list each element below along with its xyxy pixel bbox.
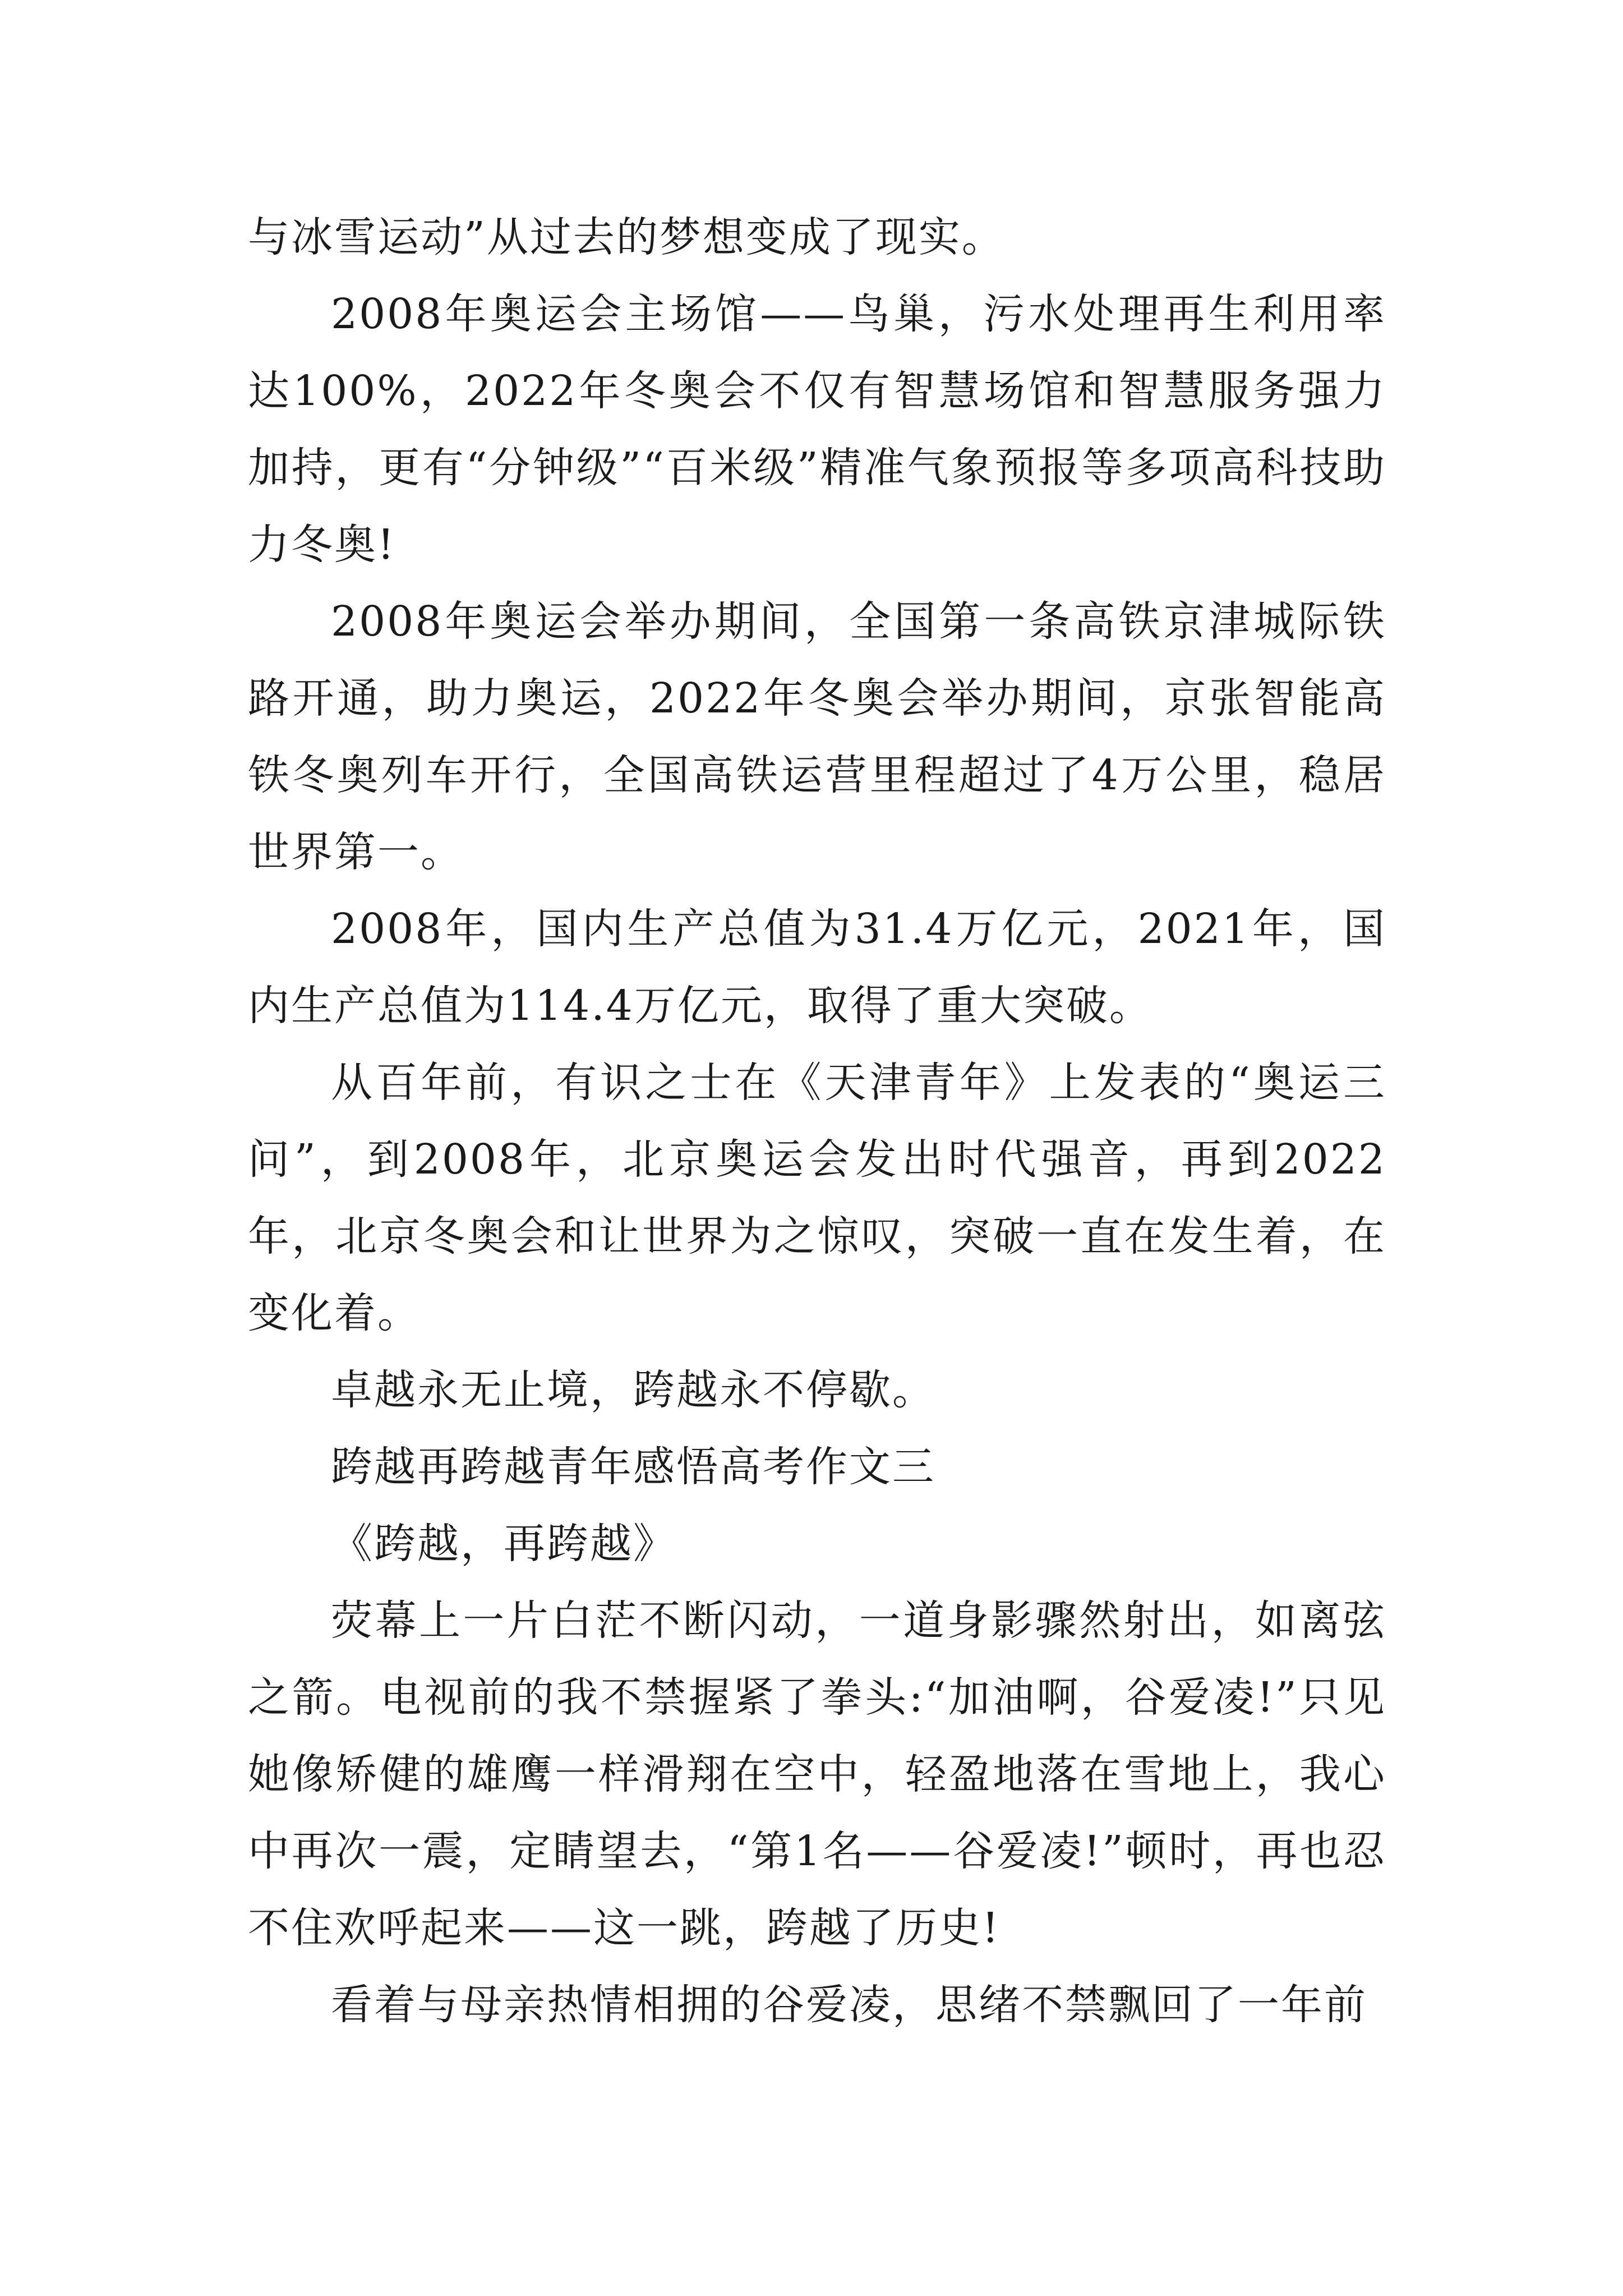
paragraph-10: 看着与母亲热情相拥的谷爱凌，思绪不禁飘回了一年前 [331,1981,1367,2029]
paragraph-3: 2008年奥运会举办期间，全国第一条高铁京津城际铁路开通，助力奥运，2022年冬奥会举办期间，京张智能高铁冬奥列车开行，全国高铁运营里程超过了4万公里，稳居世界第一。 [248,597,1386,876]
essay-heading: 跨越再跨越青年感悟高考作文三 [331,1443,935,1491]
paragraph-9: 荧幕上一片白茫不断闪动，一道身影骤然射出，如离弦之箭。电视前的我不禁握紧了拳头:“加油啊，谷爱凌!”只见她像矫健的雄鹰一样滑翔在空中，轻盈地落在雪地上，我心中再次一震，定睛望去，“第1名——谷爱凌!”顿时，再也忍不住欢呼起来——这一跳，跨越了历史! [248,1596,1386,1952]
paragraph-5: 从百年前，有识之士在《天津青年》上发表的“奥运三问”，到2008年，北京奥运会发出时代强音，再到2022年，北京冬奥会和让世界为之惊叹，突破一直在发生着，在变化着。 [248,1059,1386,1337]
paragraph-1: 与冰雪运动”从过去的梦想变成了现实。 [248,213,1005,261]
paragraph-6: 卓越永无止境，跨越永不停歇。 [331,1366,935,1414]
document-body [248,199,1386,2044]
essay-title: 《跨越，再跨越》 [331,1520,676,1568]
paragraph-2: 2008年奥运会主场馆——鸟巢，污水处理再生利用率达100%，2022年冬奥会不仅有智慧场馆和智慧服务强力加持，更有“分钟级”“百米级”精准气象预报等多项高科技助力冬奥! [248,290,1386,569]
paragraph-4: 2008年，国内生产总值为31.4万亿元，2021年，国内生产总值为114.4万亿元，取得了重大突破。 [248,905,1386,1030]
